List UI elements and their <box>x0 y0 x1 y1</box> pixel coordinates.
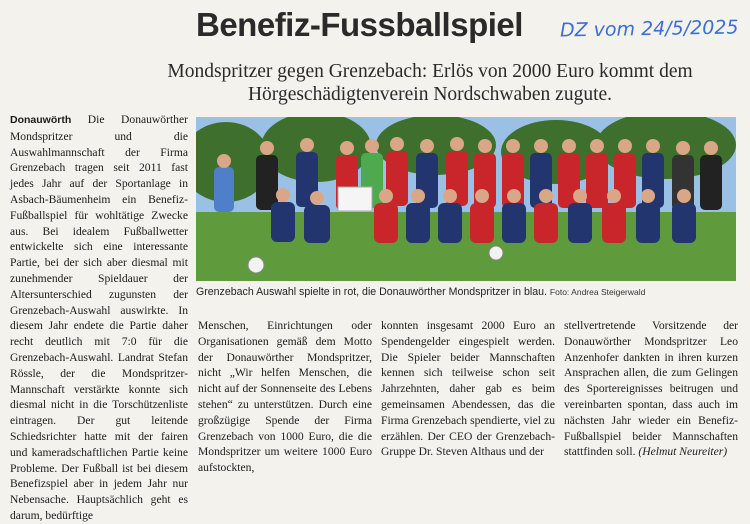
handwritten-date-note: DZ vom 24/5/2025 <box>559 16 739 42</box>
article-column-2: Menschen, Einrichtungen oder Organisationen gemäß dem Motto der Donauwörther Mondspritzer, nicht „Wir helfen Menschen, die nicht auf der Sonnenseite des Lebens stehen“ zu unterstützen. Durch eine großzügige Spende der Firma Grenzebach von 1000 Euro, die die Mondspritzer um weitere 1000 Euro aufstockten, <box>198 319 372 475</box>
dateline: Donauwörth <box>10 114 72 126</box>
photo-credit: Foto: Andrea Steigerwald <box>549 287 646 297</box>
article-column-4 <box>564 318 738 460</box>
column-4-text: stellvertretende Vorsitzende der Donauwörther Mondspritzer Leo Anzenhofer dankten in ihren kurzen Ansprachen allen, die zum Gelingen des Sportereignisses beitrugen und vereinbarten spontan, dass auch im nächsten Jahr wieder ein Benefiz-Fußballspiel beider Mannschaften stattfinden soll. <box>564 319 738 459</box>
column-1-text: Die Donauwörther Mondspritzer und die Auswahlmannschaft der Firma Grenzebach tragen seit 2011 fast jedes Jahr auf der Sportanlage in Asbach-Bäumenheim ein Benefiz-Fußballspiel für wohltätige Zwecke aus. Bei idealem Fußballwetter entwickelte sich eine interessante Partie, bei der sich aber diesmal mit zunehmender Spieldauer der Altersunterschied zugunsten der Grenzebach-Auswahl auswirkte. In diesem Jahr endete die Partie daher recht deutlich mit 7:0 für die Grenzebach-Auswahl. Landrat Stefan Rössle, der die Mondspritzer-Mannschaft verstärkte konnte sich diesmal nicht in die Torschützenliste eintragen. Der gut leitende Schiedsrichter hatte mit der fairen und kameradschaftlichen Partie keine Probleme. Der Fußball ist bei diesem Benefizspiel aber in jedem Jahr nur Nebensache. Hauptsächlich geht es darum, bedürftige <box>10 113 188 522</box>
article-column-3: konnten insgesamt 2000 Euro an Spendengelder eingespielt werden. Die Spieler beider Mannschaften kennen sich teilweise schon seit Jahrzehnten, daher gab es beim gemeinsamen Abendessen, das die Firma Grenzebach spendierte, viel zu erzählen. Der CEO der Grenzebach-Gruppe Dr. Steven Althaus und der <box>381 319 555 459</box>
team-photo-illustration <box>196 117 736 281</box>
photo-caption <box>196 286 736 298</box>
caption-text: Grenzebach Auswahl spielte in rot, die Donauwörther Mondspritzer in blau. <box>196 286 547 298</box>
team-photo <box>196 117 736 281</box>
headline: Benefiz-Fussballspiel <box>196 6 523 43</box>
article-column-1 <box>10 112 188 524</box>
author-signature: (Helmut Neureiter) <box>638 445 728 459</box>
subheadline: Mondspritzer gegen Grenzebach: Erlös von 2000 Euro kommt dem Hörgeschädigtenverein Nordschwaben zugute. <box>167 61 693 105</box>
